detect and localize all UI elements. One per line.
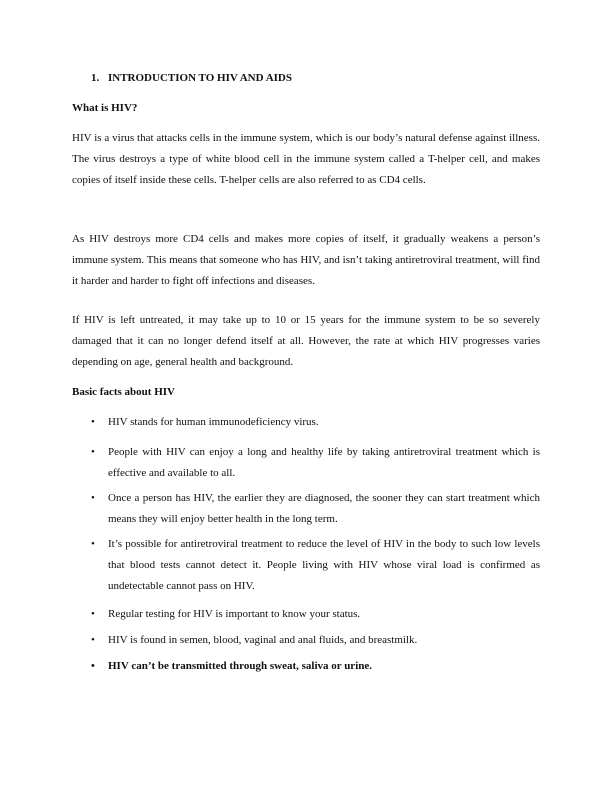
list-item: • It’s possible for antiretroviral treatment to reduce the level of HIV in the body to such low levels that blood tests cannot detect it. People living with HIV whose viral load is confirmed as undetectable cannot pass on HIV.: [108, 534, 540, 597]
list-item: • HIV stands for human immunodeficiency virus.: [108, 412, 540, 433]
subheading-basic-facts: Basic facts about HIV: [72, 386, 175, 398]
list-item: • Once a person has HIV, the earlier they are diagnosed, the sooner they can start treatment which means they will enjoy better health in the long term.: [108, 488, 540, 530]
list-item: • Regular testing for HIV is important to know your status.: [108, 604, 540, 625]
paragraph: HIV is a virus that attacks cells in the immune system, which is our body’s natural defense against illness. The virus destroys a type of white blood cell in the immune system called a T-helper cell, and makes copies of itself inside these cells. T-helper cells are also referred to as CD4 cells.: [72, 132, 540, 186]
list-item: • HIV can’t be transmitted through sweat, saliva or urine.: [108, 656, 540, 677]
paragraph: If HIV is left untreated, it may take up to 10 or 15 years for the immune system to be so severely damaged that it can no longer defend itself at all. However, the rate at which HIV progresses varies depending on age, general health and background.: [72, 314, 540, 368]
list-item: • People with HIV can enjoy a long and healthy life by taking antiretroviral treatment which is effective and available to all.: [108, 442, 540, 484]
section-heading: [91, 68, 559, 89]
heading-title: INTRODUCTION TO HIV AND AIDS: [108, 72, 292, 84]
subheading-what-is-hiv: What is HIV?: [72, 102, 138, 114]
list-item: • HIV is found in semen, blood, vaginal and anal fluids, and breastmilk.: [108, 630, 540, 651]
paragraph: As HIV destroys more CD4 cells and makes more copies of itself, it gradually weakens a person’s immune system. This means that someone who has HIV, and isn’t taking antiretroviral treatment, will find it harder and harder to fight off infections and diseases.: [72, 233, 540, 287]
heading-number: 1.: [91, 72, 100, 84]
